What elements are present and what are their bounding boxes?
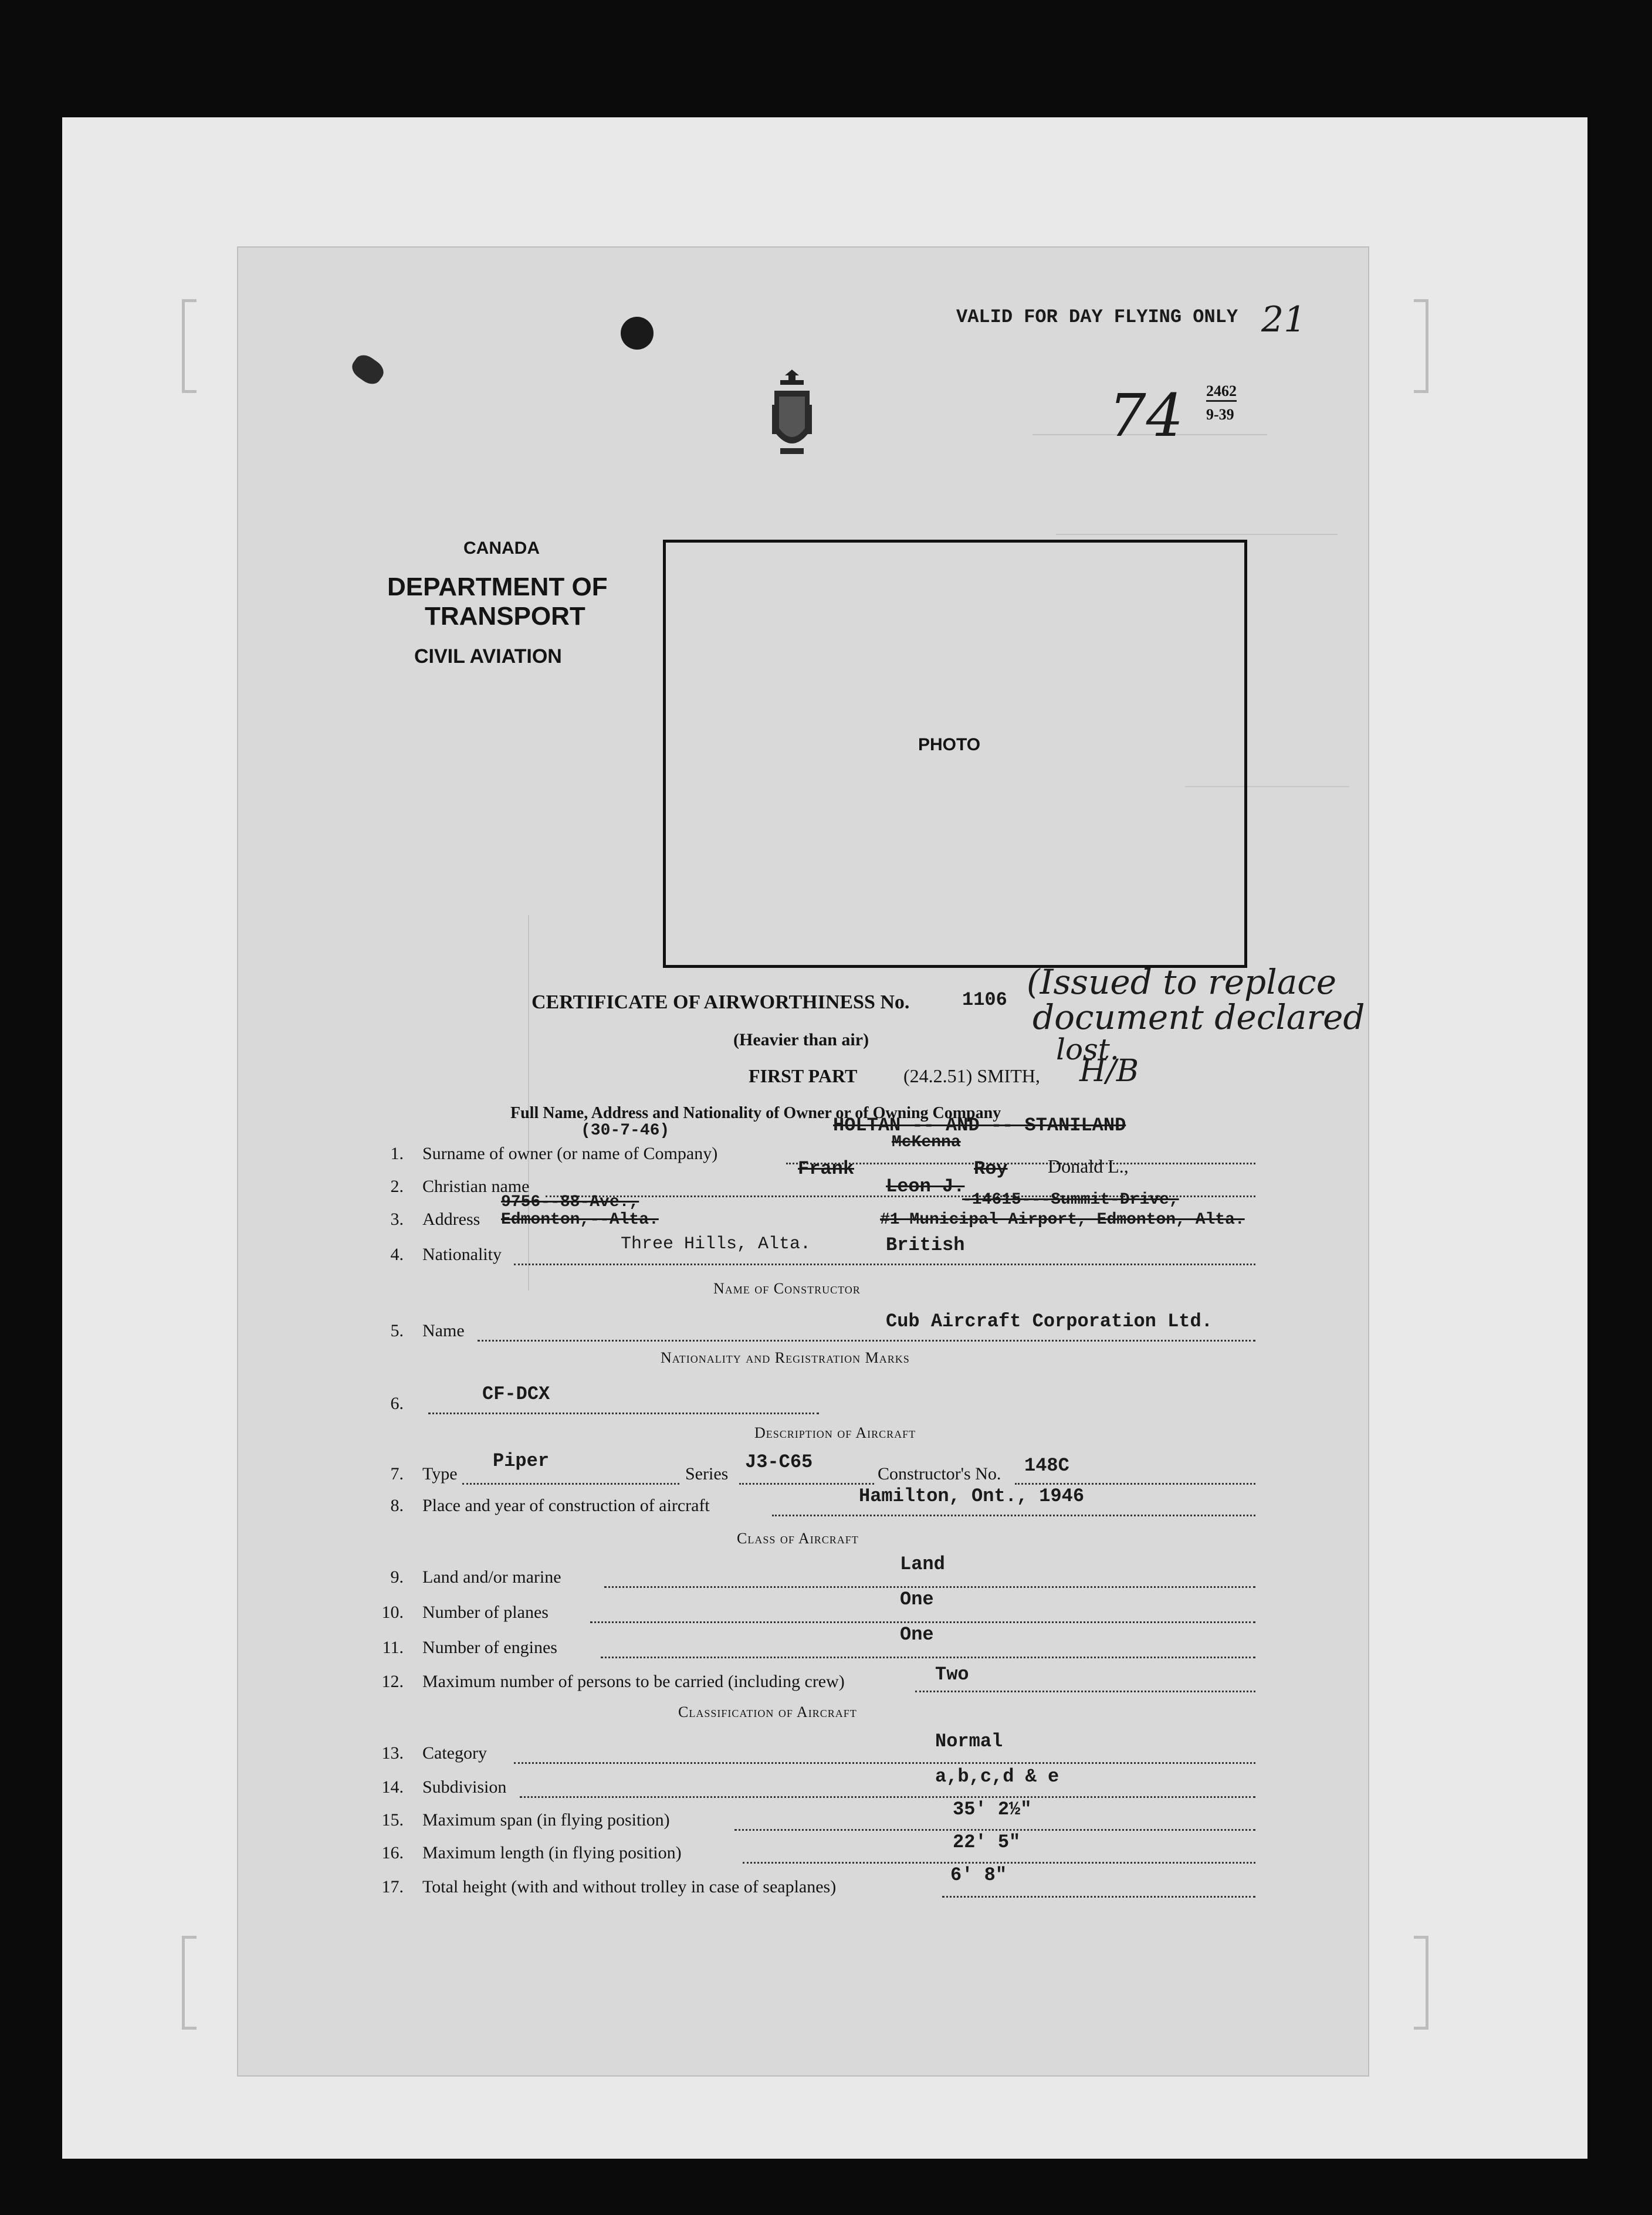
christian-name-label: Christian name: [422, 1177, 530, 1196]
type-label: Type: [422, 1464, 458, 1484]
item-number-5: 5.: [390, 1321, 404, 1340]
dotted-leader: [942, 1896, 1255, 1898]
dotted-leader: [428, 1413, 819, 1414]
description-heading: Description of Aircraft: [754, 1424, 916, 1441]
max-span-value: 35' 2½": [953, 1799, 1032, 1820]
constructor-name-value: Cub Aircraft Corporation Ltd.: [886, 1310, 1213, 1332]
max-span-label: Maximum span (in flying position): [422, 1810, 670, 1830]
dotted-leader: [478, 1340, 1255, 1342]
subdivision-value: a,b,c,d & e: [935, 1766, 1059, 1787]
photo-box: [663, 540, 1247, 968]
corner-bracket-top-left: [182, 299, 197, 393]
registration-heading: Nationality and Registration Marks: [661, 1349, 910, 1366]
handwritten-file-number: 74: [1109, 381, 1184, 450]
max-length-value: 22' 5": [953, 1831, 1021, 1853]
dotted-leader: [915, 1691, 1255, 1692]
address-value: Three Hills, Alta.: [621, 1234, 811, 1254]
subdivision-label: Subdivision: [422, 1777, 507, 1797]
certificate-title: CERTIFICATE OF AIRWORTHINESS No.: [532, 991, 910, 1013]
dotted-leader: [601, 1657, 1255, 1658]
form-date: 9-39: [1206, 406, 1234, 423]
item-number-4: 4.: [390, 1245, 404, 1264]
class-heading: Class of Aircraft: [737, 1530, 859, 1547]
owner-heading: Full Name, Address and Nationality of Owner or of Owning Company: [510, 1104, 1001, 1122]
category-label: Category: [422, 1743, 487, 1763]
handwritten-replacement-note-2: document declared: [1032, 997, 1365, 1037]
address-struck-2: Edmonton,--Alta.: [501, 1211, 659, 1229]
max-persons-label: Maximum number of persons to be carried (including crew): [422, 1672, 845, 1691]
first-part-note: (24.2.51) SMITH,: [903, 1065, 1040, 1086]
item-number-1: 1.: [390, 1144, 404, 1163]
number-of-planes-label: Number of planes: [422, 1603, 549, 1622]
category-value: Normal: [935, 1730, 1003, 1752]
department-label: DEPARTMENT OF: [387, 573, 608, 601]
christian-name-struck-3: Leon J.: [886, 1176, 965, 1197]
constructor-name-label: Name: [422, 1321, 465, 1340]
max-length-label: Maximum length (in flying position): [422, 1843, 682, 1862]
dotted-leader: [604, 1586, 1255, 1588]
dotted-leader: [1015, 1483, 1255, 1485]
corner-bracket-top-right: [1414, 299, 1428, 393]
series-value: J3-C65: [745, 1451, 813, 1473]
address-struck-3: -14615---Summit-Drive,: [962, 1191, 1179, 1209]
country-label: CANADA: [463, 538, 540, 558]
owner-change-date: (30-7-46): [581, 1122, 670, 1140]
item-number-7: 7.: [390, 1464, 404, 1484]
dotted-leader: [590, 1621, 1255, 1623]
total-height-label: Total height (with and without trolley in case of seaplanes): [422, 1877, 837, 1896]
item-number-10: 10.: [381, 1603, 404, 1622]
number-of-planes-value: One: [900, 1589, 934, 1610]
corner-bracket-bottom-left: [182, 1936, 197, 2030]
item-number-9: 9.: [390, 1567, 404, 1587]
owner-surname-label: Surname of owner (or name of Company): [422, 1144, 718, 1163]
total-height-value: 6' 8": [950, 1864, 1007, 1886]
number-of-engines-value: One: [900, 1624, 934, 1645]
valid-day-flying-note: VALID FOR DAY FLYING ONLY: [956, 306, 1238, 328]
first-part-label: FIRST PART: [749, 1065, 858, 1086]
department-label-2: TRANSPORT: [425, 602, 585, 631]
item-number-3: 3.: [390, 1210, 404, 1229]
constructor-number-label: Constructor's No.: [878, 1464, 1001, 1484]
handwritten-initials: H/B: [1079, 1054, 1139, 1089]
branch-label: CIVIL AVIATION: [414, 645, 562, 668]
handwritten-replacement-note-1: (Issued to replace: [1027, 962, 1337, 1002]
bleed-through-line: [528, 915, 529, 1291]
christian-name-value: Donald L.,: [1048, 1156, 1129, 1177]
dotted-leader: [772, 1515, 1255, 1516]
item-number-13: 13.: [381, 1743, 404, 1763]
item-number-14: 14.: [381, 1777, 404, 1797]
item-number-11: 11.: [382, 1638, 404, 1657]
dotted-leader: [743, 1862, 1255, 1864]
owner-surname-value: McKenna: [892, 1133, 961, 1151]
series-label: Series: [685, 1464, 729, 1484]
punch-hole: [621, 317, 654, 350]
handwritten-corner-number: 21: [1261, 299, 1306, 340]
photo-label: PHOTO: [918, 735, 981, 754]
constructor-number-value: 148C: [1024, 1455, 1069, 1476]
address-struck-1: 9756--88-Ave.,: [501, 1193, 639, 1211]
item-number-8: 8.: [390, 1496, 404, 1515]
item-number-15: 15.: [381, 1810, 404, 1830]
number-of-engines-label: Number of engines: [422, 1638, 557, 1657]
bleed-through-line: [1056, 510, 1338, 535]
owner-surname-struck: HOLTAN -- AND -- STANILAND: [833, 1115, 1126, 1136]
constructor-heading: Name of Constructor: [713, 1280, 861, 1297]
land-marine-value: Land: [900, 1553, 945, 1575]
item-number-17: 17.: [381, 1877, 404, 1896]
nationality-value: British: [886, 1234, 965, 1256]
type-value: Piper: [493, 1450, 550, 1472]
dotted-leader: [514, 1264, 1255, 1265]
dotted-leader: [739, 1483, 874, 1485]
item-number-2: 2.: [390, 1177, 404, 1196]
dotted-leader: [514, 1762, 1255, 1764]
nationality-label: Nationality: [422, 1245, 502, 1264]
item-number-12: 12.: [381, 1672, 404, 1691]
place-year-value: Hamilton, Ont., 1946: [859, 1485, 1085, 1507]
address-struck-4: #1 Municipal Airport, Edmonton, Alta.: [880, 1211, 1245, 1229]
form-number: 2462: [1206, 382, 1237, 402]
classification-heading: Classification of Aircraft: [678, 1703, 857, 1720]
certificate-number: 1106: [962, 989, 1007, 1011]
registration-mark-value: CF-DCX: [482, 1383, 550, 1405]
christian-name-struck-2: Roy: [974, 1158, 1008, 1180]
dotted-leader: [462, 1483, 679, 1485]
handwritten-replacement-note-3: lost.: [1056, 1032, 1119, 1066]
dotted-leader: [520, 1796, 1255, 1798]
corner-bracket-bottom-right: [1414, 1936, 1428, 2030]
coat-of-arms-icon: [769, 367, 815, 461]
dotted-leader: [734, 1829, 1255, 1831]
land-marine-label: Land and/or marine: [422, 1567, 561, 1587]
item-number-16: 16.: [381, 1843, 404, 1862]
certificate-subtitle: (Heavier than air): [733, 1030, 869, 1049]
christian-name-struck-1: Frank: [798, 1158, 855, 1180]
dotted-leader: [786, 1163, 1255, 1164]
item-number-6: 6.: [390, 1394, 404, 1413]
place-year-label: Place and year of construction of aircraft: [422, 1496, 710, 1515]
address-label: Address: [422, 1210, 480, 1229]
max-persons-value: Two: [935, 1664, 969, 1685]
